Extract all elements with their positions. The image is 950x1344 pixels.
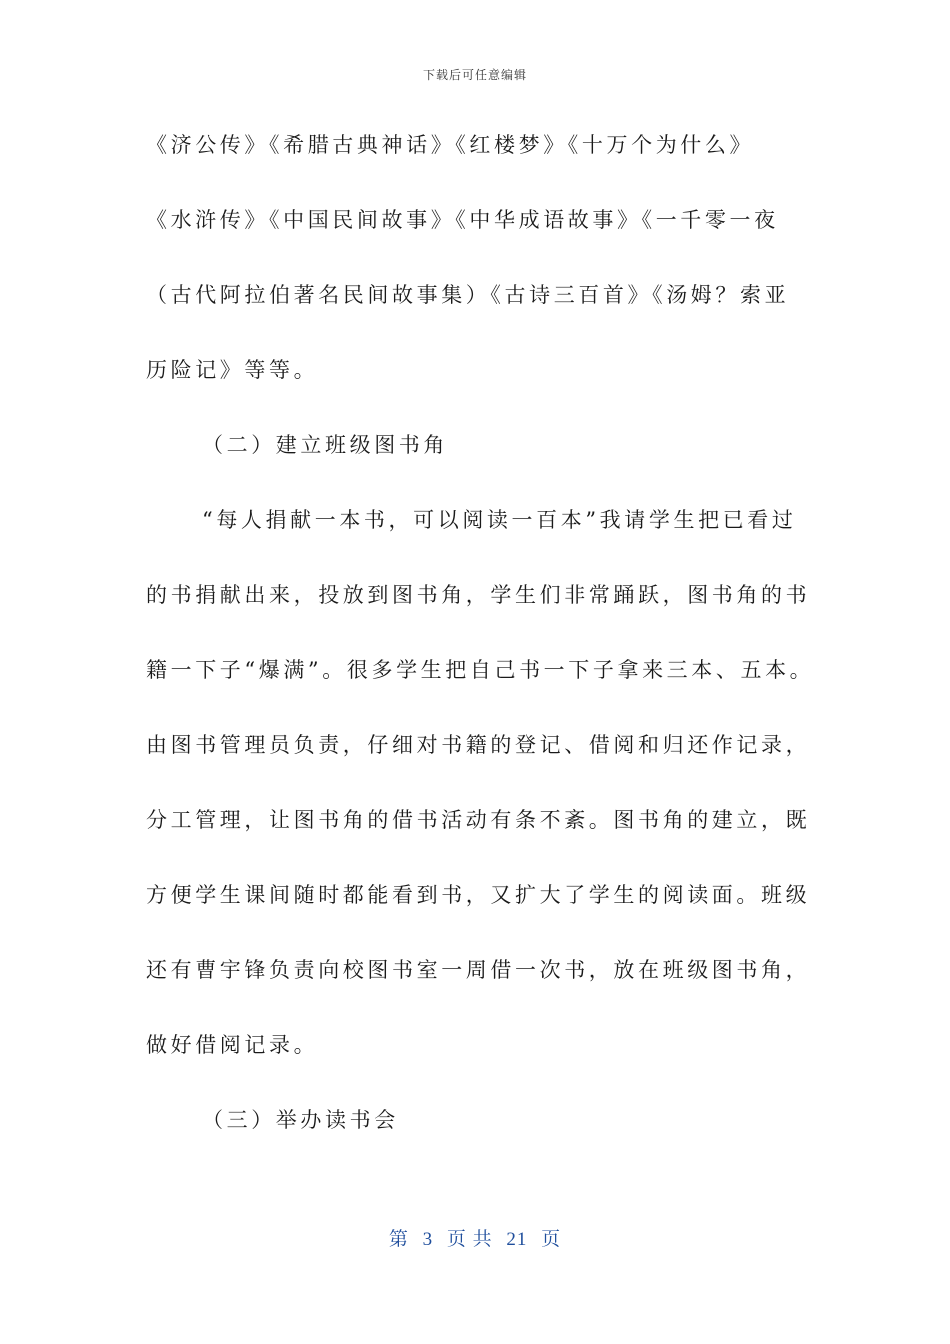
document-body [146, 120, 826, 1170]
text-line: 历险记》等等。 [146, 358, 319, 382]
page-header: 下载后可任意编辑 [422, 68, 527, 82]
footer-suffix: 页 [541, 1229, 562, 1250]
current-page-number: 3 [422, 1229, 434, 1250]
text-line: 《水浒传》《中国民间故事》《中华成语故事》《一千零一夜 [146, 208, 779, 232]
section-heading: （三）举办读书会 [202, 1108, 399, 1132]
text-line: 方便学生课间随时都能看到书，又扩大了学生的阅读面。班级 [146, 883, 811, 907]
page-footer [0, 1224, 950, 1251]
text-line: 做好借阅记录。 [146, 1033, 319, 1057]
text-line: 《济公传》《希腊古典神话》《红楼梦》《十万个为什么》 [146, 133, 755, 157]
footer-middle: 页 共 [446, 1229, 493, 1250]
text-line: 分工管理，让图书角的借书活动有条不紊。图书角的建立，既 [146, 808, 811, 832]
footer-prefix: 第 [388, 1229, 409, 1250]
text-line: 由图书管理员负责，仔细对书籍的登记、借阅和归还作记录， [146, 733, 811, 757]
total-page-count: 21 [506, 1229, 528, 1250]
text-line: 籍一下子“爆满”。很多学生把自己书一下子拿来三本、五本。 [146, 658, 815, 682]
section-heading: （二）建立班级图书角 [202, 433, 448, 457]
text-line: 的书捐献出来，投放到图书角，学生们非常踊跃，图书角的书 [146, 583, 811, 607]
text-line: 还有曹宇锋负责向校图书室一周借一次书，放在班级图书角， [146, 958, 811, 982]
text-line: “每人捐献一本书，可以阅读一百本”我请学生把已看过 [202, 508, 797, 532]
text-line: （古代阿拉伯著名民间故事集）《古诗三百首》《汤姆？索亚 [146, 283, 790, 307]
